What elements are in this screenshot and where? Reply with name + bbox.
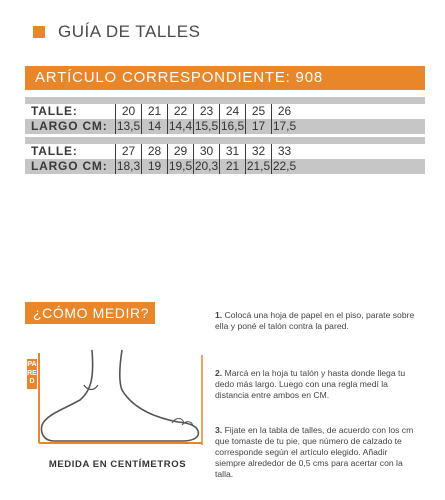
step-text: Fijate en la tabla de talles, de acuerdo con los cm que tomaste de tu pie, que número de calzado te corresponde según el artículo elegido. Añadir siempre alrededor de 0,5 cms para acertar con la talla. [215,425,414,479]
length-cell: 17,5 [272,119,297,133]
foot-measure-illustration [22,345,212,460]
size-cell: 27 [115,144,141,159]
table-row-largo [25,159,425,174]
size-cell: 20 [115,104,141,119]
size-cell: 32 [245,144,271,159]
how-to-measure-banner: ¿CÓMO MEDIR? [25,302,155,324]
largo-label: LARGO CM: [31,119,108,133]
length-cell: 17 [245,119,271,134]
step-text: Colocá una hoja de papel en el piso, parate sobre ella y poné el talón contra la pared. [215,310,415,331]
size-cell: 30 [193,144,219,159]
length-cell: 15,5 [194,119,219,133]
size-cell: 29 [167,144,193,159]
size-cell: 31 [219,144,245,159]
page-title: GUÍA DE TALLES [58,22,201,41]
table-top-band [25,137,425,144]
step-number: 1. [215,310,223,320]
size-cell: 28 [141,144,167,159]
foot-outline [42,350,199,441]
talle-label: TALLE: [31,144,78,158]
size-cell: 26 [271,104,297,119]
step-3 [215,425,420,480]
table-row-talle [25,144,425,159]
size-cell: 22 [167,104,193,119]
measure-label: MEDIDA EN CENTÍMETROS [48,459,187,470]
length-cell: 14,4 [168,119,193,133]
length-cell: 21 [219,159,245,174]
length-cell: 18,3 [116,159,141,173]
step-1 [215,310,420,332]
size-cell: 33 [271,144,297,159]
length-cell: 22,5 [272,159,297,173]
size-table-2 [25,144,425,174]
length-cell: 20,3 [194,159,219,173]
length-cell: 21,5 [246,159,271,173]
talle-label: TALLE: [31,104,78,118]
size-cell: 23 [193,104,219,119]
title-accent-square [33,26,45,38]
table-row-largo [25,119,425,134]
size-cell: 25 [245,104,271,119]
table-row-talle [25,104,425,119]
length-cell: 19 [141,159,167,174]
article-banner: ARTÍCULO CORRESPONDIENTE: 908 [25,66,425,90]
length-cell: 16,5 [220,119,245,133]
size-table-1 [25,104,425,134]
size-cell: 24 [219,104,245,119]
step-number: 3. [215,425,223,435]
step-number: 2. [215,368,223,378]
step-2 [215,368,420,401]
table-top-band [25,97,425,104]
size-cell: 21 [141,104,167,119]
largo-label: LARGO CM: [31,159,108,173]
wall-label: PARED [27,359,37,389]
length-cell: 13,5 [116,119,141,133]
step-text: Marcá en la hoja tu talón y hasta donde llega tu dedo más largo. Luego con una regla medí la distancia entre ambos en CM. [215,368,406,400]
ankle-curve [84,385,98,390]
length-cell: 19,5 [168,159,193,173]
length-cell: 14 [141,119,167,134]
